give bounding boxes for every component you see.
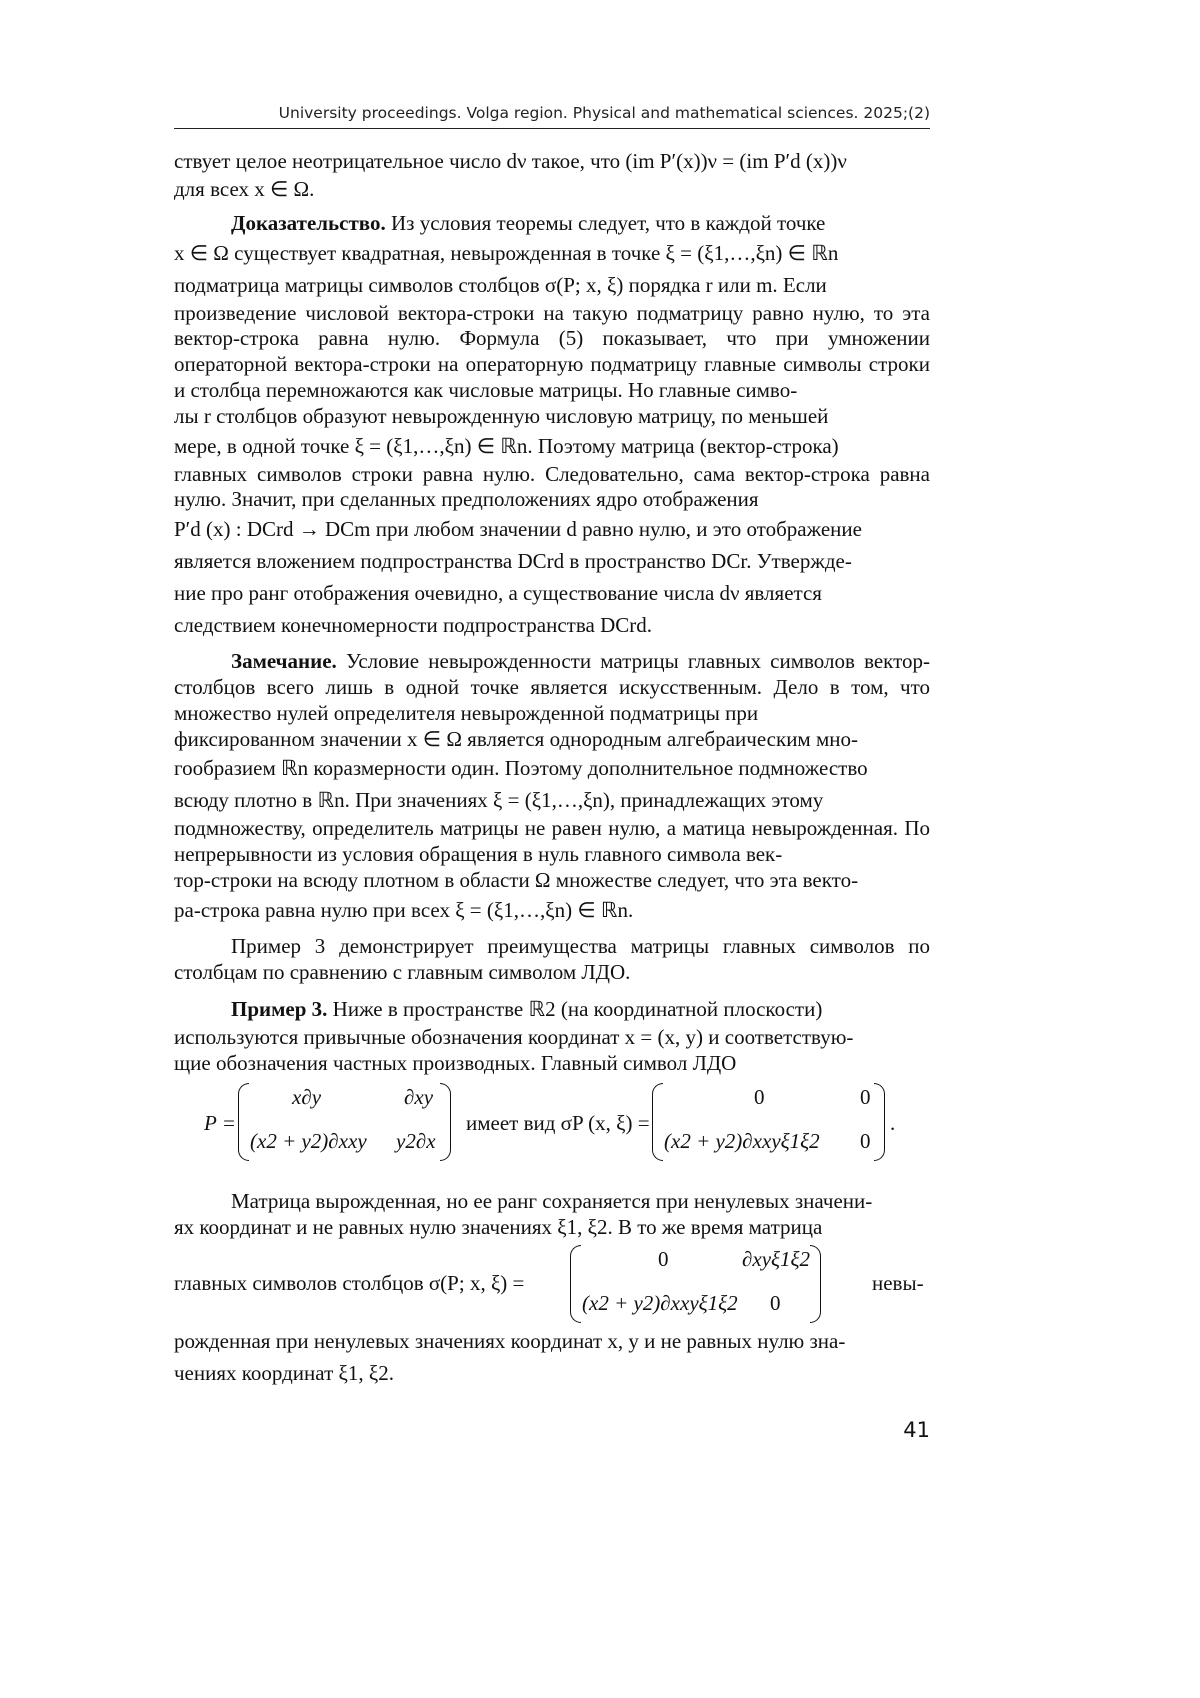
left-paren [652, 1083, 663, 1161]
right-paren [440, 1083, 451, 1161]
text-line: подмножеству, определитель матрицы не равен нулю, а матица невырожденная. По непрерывности из условия обращения в нуль главного символа век- [174, 816, 930, 867]
matrix-entry: x∂y [292, 1084, 322, 1109]
formula-text: главных символов столбцов σ(P; x, ξ) = [174, 1270, 525, 1295]
formula-end: . [890, 1110, 896, 1135]
text-line: всюду плотно в ℝn. При значениях ξ = (ξ1,…,ξn), принадлежащих этому [174, 788, 824, 813]
text-line: Матрица вырожденная, но ее ранг сохраняется при ненулевых значени- [231, 1188, 873, 1213]
proof-label: Доказательство. [231, 210, 386, 235]
text-line: щие обозначения частных производных. Главный символ ЛДО [174, 1051, 737, 1076]
text-line: используются привычные обозначения координат x = (x, y) и соответствую- [174, 1025, 854, 1050]
article-body [174, 145, 930, 1389]
example-label: Пример 3. [231, 997, 328, 1022]
matrix-entry: (x2 + y2)∂xxyξ1ξ2 [582, 1290, 738, 1315]
text-line: мере, в одной точке ξ = (ξ1,…,ξn) ∈ ℝn. Поэтому матрица (вектор-строка) [174, 433, 839, 458]
text-line: Из условия теоремы следует, что в каждой точке [390, 210, 826, 235]
example-paragraph [174, 993, 930, 1025]
matrix-entry: (x2 + y2)∂xxy [250, 1128, 367, 1153]
formula-principal-symbol [174, 1083, 930, 1175]
text-line: Ниже в пространстве ℝ2 (на координатной плоскости) [332, 997, 823, 1022]
text-line: ствует целое неотрицательное число dν такое, что (im P′(x))ν = (im P′d (x))ν [174, 149, 847, 173]
text-line: x ∈ Ω существует квадратная, невырожденная в точке ξ = (ξ1,…,ξn) ∈ ℝn [174, 240, 839, 265]
proof-paragraph [174, 211, 930, 237]
text-line: для всех x ∈ Ω. [174, 177, 315, 201]
text-line: фиксированном значении x ∈ Ω является однородным алгебраическим мно- [174, 726, 858, 751]
matrix-entry: (x2 + y2)∂xxyξ1ξ2 [664, 1128, 820, 1153]
page-number: 41 [903, 1418, 930, 1442]
text-line: чениях координат ξ1, ξ2. [174, 1360, 394, 1385]
text-line: тор-строки на всюду плотном в области Ω множестве следует, что эта векто- [174, 867, 859, 892]
text-line: является вложением подпространства DCrd в пространство DCr. Утвержде- [174, 549, 852, 574]
right-paren [874, 1083, 885, 1161]
formula-column-symbols [174, 1245, 930, 1321]
text-line: гообразием ℝn коразмерности один. Поэтому дополнительное подмножество [174, 756, 868, 781]
text-line: рожденная при ненулевых значениях координат x, y и не равных нулю зна- [174, 1328, 846, 1353]
text-line: Условие невырожденности матрицы главных символов вектор-столбцов всего лишь в одной точке является искусственным. Дело в том, что множество нулей определителя невырожденной подматрицы при [174, 649, 930, 725]
text-line: ние про ранг отображения очевидно, а существование числа dν является [174, 581, 822, 606]
text-line: произведение числовой вектора-строки на такую подматрицу равно нулю, то эта вектор-строка равна нулю. Формула (5) показывает, что при умножении операторной вектора-строки на операторную подматрицу главные символы строки и столбца перемножаются как числовые матрицы. Но главные симво- [174, 300, 930, 402]
formula-lhs: P = [204, 1110, 236, 1135]
text-line: ра-строка равна нулю при всех ξ = (ξ1,…,ξn) ∈ ℝn. [174, 897, 634, 922]
matrix-entry: 0 [658, 1246, 669, 1271]
matrix-entry: 0 [754, 1084, 765, 1109]
left-paren [238, 1083, 249, 1161]
header-rule [174, 128, 930, 129]
matrix-entry: 0 [860, 1128, 871, 1153]
formula-text: невы- [872, 1270, 924, 1295]
text-line: P′d (x) : DCrd → DCm при любом значении d равно нулю, и это отображение [174, 517, 862, 542]
right-paren [810, 1245, 821, 1323]
remark-label: Замечание. [231, 649, 337, 674]
text-line: ях координат и не равных нулю значениях ξ1, ξ2. В то же время матрица [174, 1214, 823, 1239]
text-line: главных символов строки равна нулю. Следовательно, сама вектор-строка равна нулю. Значит, при сделанных предположениях ядро отображения [174, 461, 930, 512]
matrix-entry: ∂xy [404, 1084, 434, 1109]
left-paren [570, 1245, 581, 1323]
running-header: University proceedings. Volga region. Physical and mathematical sciences. 2025;(2) [278, 104, 930, 122]
matrix-entry: 0 [860, 1084, 871, 1109]
text-line: следствием конечномерности подпространства DCrd. [174, 613, 652, 638]
matrix-entry: y2∂x [396, 1128, 436, 1153]
matrix-entry: ∂xyξ1ξ2 [742, 1246, 811, 1271]
text-line: лы r столбцов образуют невырожденную числовую матрицу, по меньшей [174, 403, 829, 428]
matrix-entry: 0 [770, 1290, 781, 1315]
text-line: подматрица матрицы символов столбцов σ(P; x, ξ) порядка r или m. Если [174, 272, 827, 297]
remark-paragraph [174, 649, 930, 726]
formula-text: имеет вид σP (x, ξ) = [466, 1110, 650, 1135]
text-paragraph: Пример 3 демонстрирует преимущества матрицы главных символов по столбцам по сравнению с главным символом ЛДО. [174, 933, 930, 984]
